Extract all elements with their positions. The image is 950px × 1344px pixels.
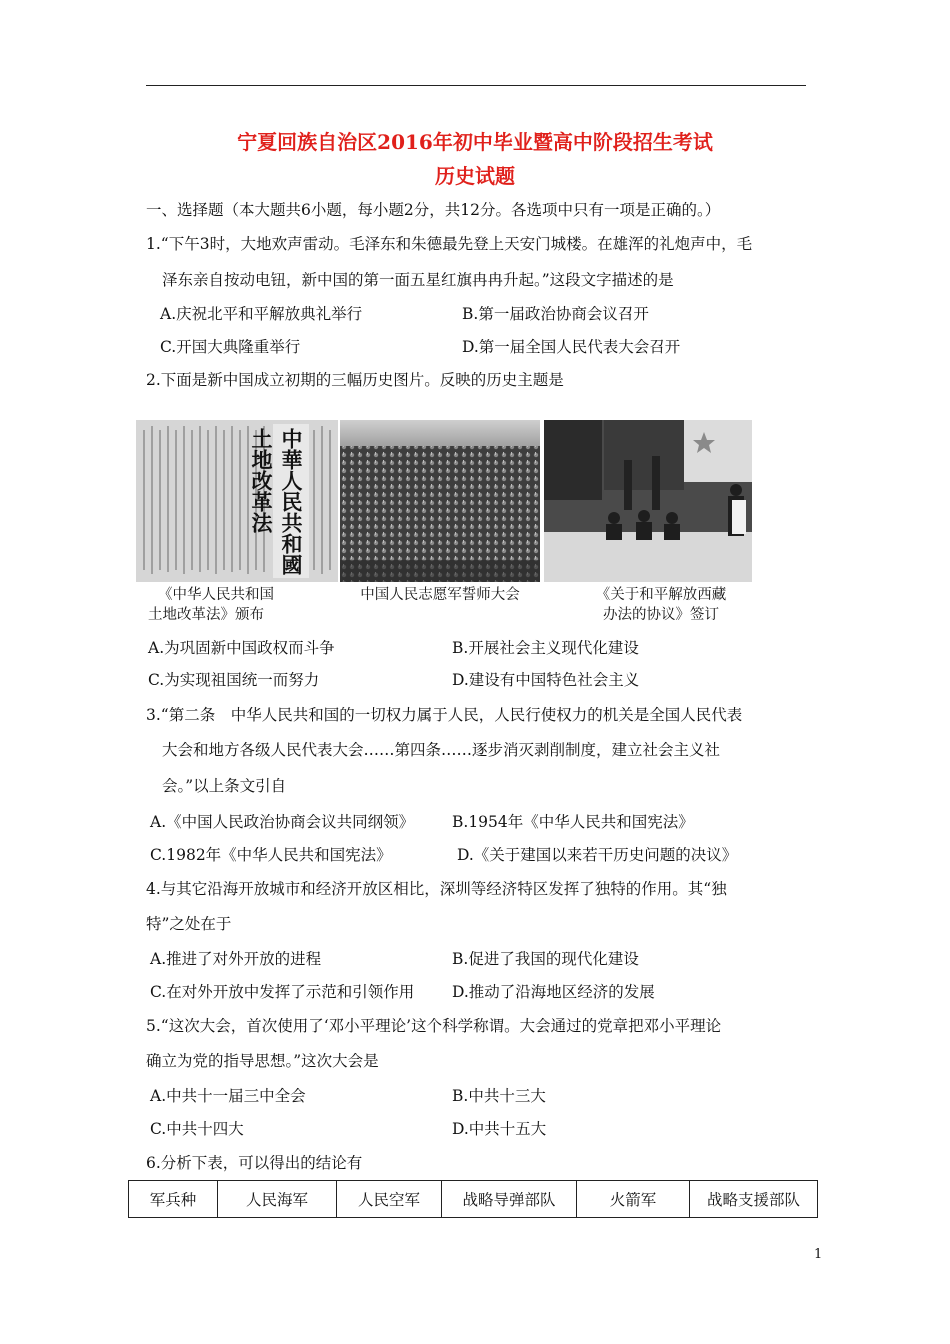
table-header-cell: 战略支援部队 [690,1181,818,1218]
q2-option-d: D.建设有中国特色社会主义 [452,671,640,689]
q2-option-a: A.为巩固新中国政权而斗争 [148,639,335,657]
q5-option-c: C.中共十四大 [150,1120,244,1138]
q3-option-b: B.1954年《中华人民共和国宪法》 [452,813,694,831]
q3-option-a: A.《中国人民政治协商会议共同纲领》 [150,813,415,831]
q4-option-d: D.推动了沿海地区经济的发展 [452,983,655,1001]
q5-option-a: A.中共十一届三中全会 [150,1087,306,1105]
caption-3-line2: 办法的协议》签订 [603,607,719,623]
photo-tibet-agreement-signing [544,420,752,582]
q3-stem-line1: 3.“第二条 中华人民共和国的一切权力属于人民，人民行使权力的机关是全国人民代表 [146,706,743,724]
q3-stem-line3: 会。”以上条文引自 [162,777,287,795]
q5-option-d: D.中共十五大 [452,1120,547,1138]
q1-stem-line2: 泽东亲自按动电钮，新中国的第一面五星红旗冉冉升起。”这段文字描述的是 [162,271,674,289]
q3-option-c: C.1982年《中华人民共和国宪法》 [150,846,392,864]
caption-2: 中国人民志愿军誓师大会 [360,587,520,603]
caption-1-line2: 土地改革法》颁布 [148,607,264,623]
caption-1-line1: 《中华人民共和国 [158,587,274,603]
newspaper-headline: 中華人民共和國土地改革法 [249,428,304,575]
table-header-cell: 人民海军 [218,1181,337,1218]
section-heading: 一、选择题（本大题共6小题，每小题2分，共12分。各选项中只有一项是正确的。） [146,201,721,219]
q2-stem: 2.下面是新中国成立初期的三幅历史图片。反映的历史主题是 [146,371,564,389]
q4-stem-line1: 4.与其它沿海开放城市和经济开放区相比，深圳等经济特区发挥了独特的作用。其“独 [146,880,727,898]
q3-option-d: D.《关于建国以来若干历史问题的决议》 [457,846,738,864]
q4-option-b: B.促进了我国的现代化建设 [452,950,639,968]
q6-stem: 6.分析下表，可以得出的结论有 [146,1154,363,1172]
q5-stem-line2: 确立为党的指导思想。”这次大会是 [146,1052,379,1070]
exam-title: 宁夏回族自治区2016年初中毕业暨高中阶段招生考试 [237,130,713,154]
q5-option-b: B.中共十三大 [452,1087,546,1105]
q4-stem-line2: 特”之处在于 [146,915,232,933]
table-header-cell: 战略导弹部队 [442,1181,577,1218]
header-rule [146,85,806,86]
photo-volunteer-army-rally [340,420,540,582]
q3-stem-line2: 大会和地方各级人民代表大会……第四条……逐步消灭剥削制度，建立社会主义社 [162,741,721,759]
q1-option-b: B.第一届政治协商会议召开 [462,305,649,323]
photo-land-reform-newspaper [136,420,338,582]
q2-option-b: B.开展社会主义现代化建设 [452,639,639,657]
page-number: 1 [814,1247,823,1262]
table-header-row [129,1181,818,1218]
q5-stem-line1: 5.“这次大会，首次使用了‘邓小平理论’这个科学称谓。大会通过的党章把邓小平理论 [146,1017,722,1035]
table-header-cell: 火箭军 [577,1181,690,1218]
exam-subtitle: 历史试题 [435,164,515,188]
q1-stem-line1: 1.“下午3时，大地欢声雷动。毛泽东和朱德最先登上天安门城楼。在雄浑的礼炮声中，毛 [146,235,753,253]
q4-option-c: C.在对外开放中发挥了示范和引领作用 [150,983,415,1001]
q1-option-d: D.第一届全国人民代表大会召开 [462,338,681,356]
q6-table [128,1180,818,1218]
q2-option-c: C.为实现祖国统一而努力 [148,671,320,689]
q4-option-a: A.推进了对外开放的进程 [150,950,322,968]
q1-option-c: C.开国大典隆重举行 [160,338,301,356]
table-header-cell: 人民空军 [337,1181,442,1218]
caption-3-line1: 《关于和平解放西藏 [595,587,727,603]
q1-option-a: A.庆祝北平和平解放典礼举行 [160,305,363,323]
table-header-cell: 军兵种 [129,1181,218,1218]
